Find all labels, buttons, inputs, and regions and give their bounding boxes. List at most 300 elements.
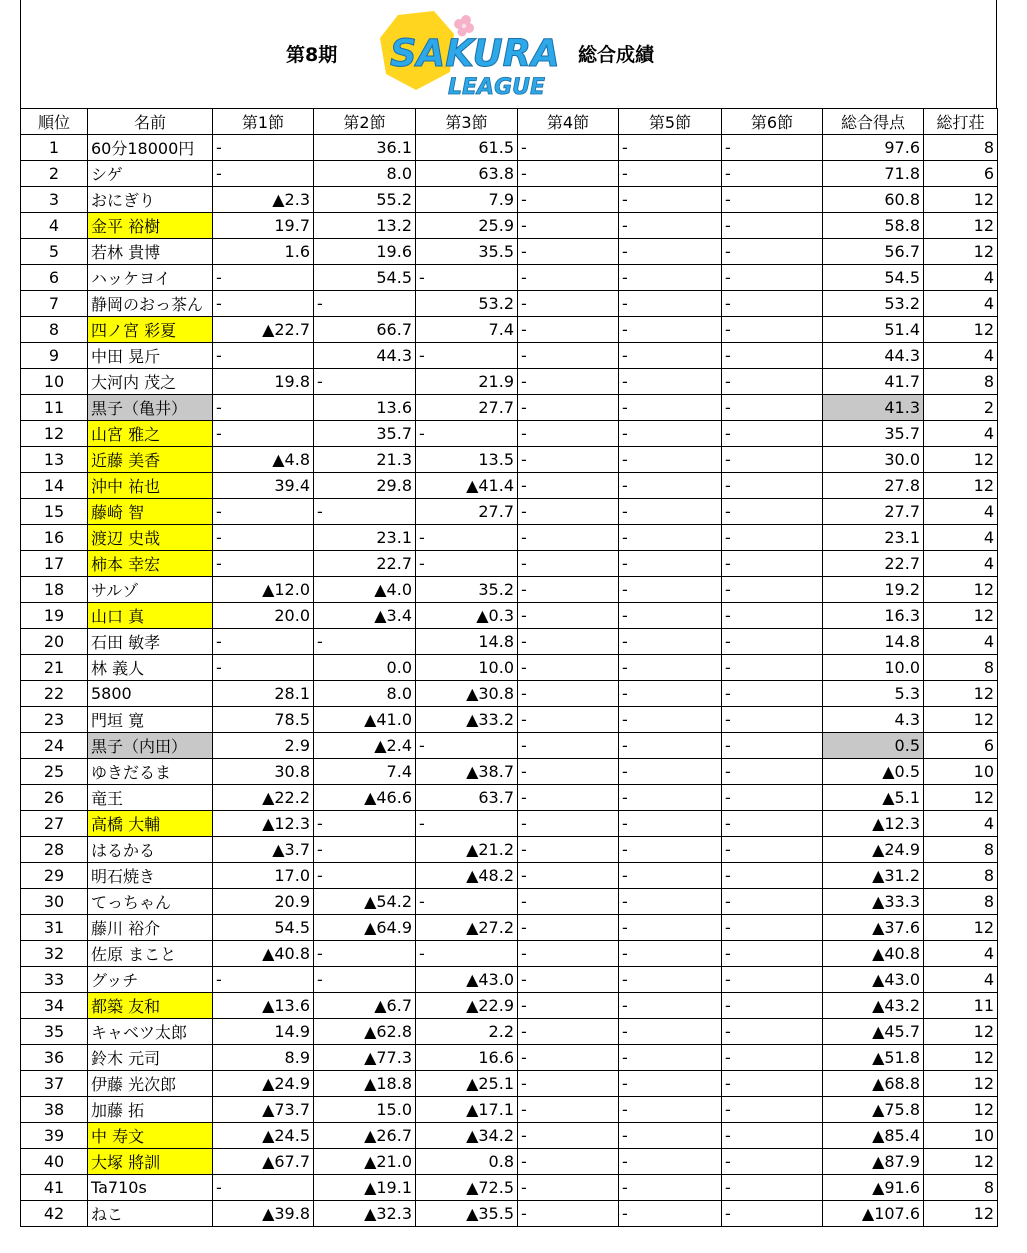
cell-session-4: - [518, 863, 619, 889]
cell-total-score: 4.3 [823, 707, 924, 733]
cell-rank: 33 [21, 967, 88, 993]
cell-session-2: ▲18.8 [314, 1071, 416, 1097]
cell-session-4: - [518, 343, 619, 369]
cell-session-6: - [722, 1149, 823, 1175]
cell-session-6: - [722, 681, 823, 707]
cell-session-5: - [619, 993, 722, 1019]
cell-session-2: ▲19.1 [314, 1175, 416, 1201]
cell-session-5: - [619, 603, 722, 629]
cell-session-2: ▲21.0 [314, 1149, 416, 1175]
cell-total-score: 44.3 [823, 343, 924, 369]
cell-rank: 29 [21, 863, 88, 889]
cell-session-6: - [722, 759, 823, 785]
cell-session-2: 55.2 [314, 187, 416, 213]
cell-session-4: - [518, 915, 619, 941]
cell-session-3: - [416, 889, 518, 915]
cell-session-3: 35.2 [416, 577, 518, 603]
cell-session-4: - [518, 291, 619, 317]
cell-session-3: - [416, 811, 518, 837]
cell-total-games: 4 [924, 629, 998, 655]
cell-total-score: ▲45.7 [823, 1019, 924, 1045]
cell-total-score: 0.5 [823, 733, 924, 759]
cell-name: キャベツ太郎 [88, 1019, 213, 1045]
cell-session-3: 7.9 [416, 187, 518, 213]
cell-name: ゆきだるま [88, 759, 213, 785]
col-header-total-games: 総打荘 [924, 109, 998, 135]
cell-session-6: - [722, 473, 823, 499]
cell-session-2: 23.1 [314, 525, 416, 551]
cell-rank: 31 [21, 915, 88, 941]
cell-session-6: - [722, 135, 823, 161]
cell-session-1: 39.4 [213, 473, 314, 499]
cell-session-6: - [722, 551, 823, 577]
cell-name: はるかる [88, 837, 213, 863]
cell-session-4: - [518, 213, 619, 239]
cell-total-score: ▲37.6 [823, 915, 924, 941]
cell-session-4: - [518, 395, 619, 421]
cell-session-4: - [518, 265, 619, 291]
cell-name: 藤川 裕介 [88, 915, 213, 941]
cell-session-4: - [518, 1071, 619, 1097]
cell-session-2: ▲64.9 [314, 915, 416, 941]
cell-session-4: - [518, 369, 619, 395]
cell-total-games: 6 [924, 161, 998, 187]
cell-session-2: 13.2 [314, 213, 416, 239]
table-row [21, 135, 998, 161]
cell-rank: 8 [21, 317, 88, 343]
col-header-session-3: 第3節 [416, 109, 518, 135]
cell-total-games: 4 [924, 811, 998, 837]
cell-session-6: - [722, 603, 823, 629]
cell-total-games: 4 [924, 499, 998, 525]
table-row [21, 1123, 998, 1149]
cell-session-6: - [722, 499, 823, 525]
cell-rank: 28 [21, 837, 88, 863]
cell-name: 伊藤 光次郎 [88, 1071, 213, 1097]
cell-session-2: ▲2.4 [314, 733, 416, 759]
cell-session-4: - [518, 1097, 619, 1123]
table-row [21, 629, 998, 655]
cell-session-1: 28.1 [213, 681, 314, 707]
cell-rank: 4 [21, 213, 88, 239]
table-row [21, 499, 998, 525]
summary-title: 総合成績 [578, 44, 655, 66]
cell-session-6: - [722, 1175, 823, 1201]
cell-session-2: - [314, 499, 416, 525]
cell-name: 都築 友和 [88, 993, 213, 1019]
cell-session-5: - [619, 1071, 722, 1097]
cell-session-3: 27.7 [416, 499, 518, 525]
cell-session-2: 29.8 [314, 473, 416, 499]
cell-total-games: 12 [924, 1019, 998, 1045]
cell-total-games: 8 [924, 837, 998, 863]
cell-session-6: - [722, 187, 823, 213]
cell-name: Ta710s [88, 1175, 213, 1201]
cell-session-4: - [518, 577, 619, 603]
cell-session-4: - [518, 655, 619, 681]
cell-total-score: 10.0 [823, 655, 924, 681]
cell-session-5: - [619, 941, 722, 967]
cell-total-score: ▲43.2 [823, 993, 924, 1019]
cell-session-1: 20.0 [213, 603, 314, 629]
cell-total-games: 12 [924, 317, 998, 343]
cell-session-5: - [619, 915, 722, 941]
cell-session-2: ▲32.3 [314, 1201, 416, 1227]
cell-session-2: ▲46.6 [314, 785, 416, 811]
cell-session-2: 22.7 [314, 551, 416, 577]
cell-total-games: 12 [924, 1149, 998, 1175]
cell-session-6: - [722, 317, 823, 343]
cell-total-games: 12 [924, 785, 998, 811]
table-row [21, 1019, 998, 1045]
cell-session-4: - [518, 785, 619, 811]
cell-session-3: 61.5 [416, 135, 518, 161]
cell-session-4: - [518, 447, 619, 473]
cell-total-score: 51.4 [823, 317, 924, 343]
cell-session-1: ▲12.0 [213, 577, 314, 603]
cell-session-5: - [619, 525, 722, 551]
cell-session-5: - [619, 369, 722, 395]
cell-rank: 39 [21, 1123, 88, 1149]
table-row [21, 785, 998, 811]
cell-session-3: 25.9 [416, 213, 518, 239]
cell-session-4: - [518, 187, 619, 213]
cell-total-games: 8 [924, 655, 998, 681]
table-row [21, 447, 998, 473]
cell-total-score: 56.7 [823, 239, 924, 265]
cell-total-score: ▲43.0 [823, 967, 924, 993]
cell-session-4: - [518, 811, 619, 837]
cell-rank: 30 [21, 889, 88, 915]
cell-session-6: - [722, 577, 823, 603]
cell-session-3: 0.8 [416, 1149, 518, 1175]
header-row [21, 109, 998, 135]
standings-table [20, 108, 998, 1227]
cell-rank: 5 [21, 239, 88, 265]
cell-session-4: - [518, 1045, 619, 1071]
table-row [21, 343, 998, 369]
cell-session-3: 13.5 [416, 447, 518, 473]
cell-session-6: - [722, 655, 823, 681]
cell-session-2: 13.6 [314, 395, 416, 421]
cell-session-1: - [213, 525, 314, 551]
cell-rank: 34 [21, 993, 88, 1019]
cell-total-score: 35.7 [823, 421, 924, 447]
cell-session-6: - [722, 993, 823, 1019]
cell-total-games: 4 [924, 551, 998, 577]
cell-session-5: - [619, 421, 722, 447]
cell-total-score: ▲68.8 [823, 1071, 924, 1097]
cell-total-score: 14.8 [823, 629, 924, 655]
cell-total-score: ▲107.6 [823, 1201, 924, 1227]
cell-rank: 20 [21, 629, 88, 655]
cell-name: 石田 敏孝 [88, 629, 213, 655]
cell-session-1: 54.5 [213, 915, 314, 941]
cell-session-5: - [619, 1097, 722, 1123]
cell-name: 林 義人 [88, 655, 213, 681]
cell-name: 鈴木 元司 [88, 1045, 213, 1071]
cell-rank: 13 [21, 447, 88, 473]
cell-session-6: - [722, 239, 823, 265]
cell-session-3: ▲27.2 [416, 915, 518, 941]
cell-session-3: ▲41.4 [416, 473, 518, 499]
cell-session-4: - [518, 135, 619, 161]
cell-session-3: ▲0.3 [416, 603, 518, 629]
cell-session-6: - [722, 1123, 823, 1149]
table-row [21, 915, 998, 941]
cell-session-5: - [619, 473, 722, 499]
table-row [21, 525, 998, 551]
cell-session-1: - [213, 967, 314, 993]
cell-total-games: 8 [924, 369, 998, 395]
cell-name: サルゾ [88, 577, 213, 603]
standings-sheet [20, 0, 997, 1227]
cell-session-5: - [619, 499, 722, 525]
cell-name: 黒子（内田） [88, 733, 213, 759]
table-row [21, 473, 998, 499]
cell-session-6: - [722, 1201, 823, 1227]
cell-session-3: - [416, 265, 518, 291]
cell-total-games: 12 [924, 239, 998, 265]
cell-session-2: 44.3 [314, 343, 416, 369]
cell-total-games: 4 [924, 941, 998, 967]
cell-name: 60分18000円 [88, 135, 213, 161]
cell-session-1: - [213, 343, 314, 369]
cell-session-3: ▲21.2 [416, 837, 518, 863]
cell-session-2: ▲62.8 [314, 1019, 416, 1045]
cell-total-games: 12 [924, 187, 998, 213]
cell-session-6: - [722, 343, 823, 369]
table-row [21, 213, 998, 239]
cell-session-3: 10.0 [416, 655, 518, 681]
cell-session-5: - [619, 863, 722, 889]
cell-total-games: 2 [924, 395, 998, 421]
cell-rank: 10 [21, 369, 88, 395]
cell-session-5: - [619, 1019, 722, 1045]
cell-total-score: ▲87.9 [823, 1149, 924, 1175]
table-row [21, 863, 998, 889]
cell-rank: 11 [21, 395, 88, 421]
cell-name: 大河内 茂之 [88, 369, 213, 395]
title-banner [20, 0, 997, 108]
cell-total-score: ▲85.4 [823, 1123, 924, 1149]
cell-session-4: - [518, 629, 619, 655]
table-row [21, 941, 998, 967]
cell-rank: 38 [21, 1097, 88, 1123]
table-row [21, 1097, 998, 1123]
cell-session-6: - [722, 291, 823, 317]
cell-session-3: 63.8 [416, 161, 518, 187]
table-row [21, 551, 998, 577]
logo-main-text: SAKURA [390, 32, 560, 75]
cell-session-5: - [619, 733, 722, 759]
cell-rank: 2 [21, 161, 88, 187]
cell-total-score: ▲31.2 [823, 863, 924, 889]
cell-total-games: 8 [924, 863, 998, 889]
logo-sub-text: LEAGUE [448, 75, 546, 100]
cell-session-1: ▲40.8 [213, 941, 314, 967]
cell-session-4: - [518, 317, 619, 343]
cell-session-6: - [722, 941, 823, 967]
cell-rank: 15 [21, 499, 88, 525]
cell-name: 門垣 寛 [88, 707, 213, 733]
cell-session-2: ▲4.0 [314, 577, 416, 603]
cell-session-1: 14.9 [213, 1019, 314, 1045]
cell-session-6: - [722, 1097, 823, 1123]
cell-session-2: 8.0 [314, 161, 416, 187]
cell-session-1: - [213, 265, 314, 291]
cell-session-5: - [619, 343, 722, 369]
cell-name: 中田 晃斤 [88, 343, 213, 369]
cell-total-score: 60.8 [823, 187, 924, 213]
cell-total-games: 12 [924, 1071, 998, 1097]
cell-session-3: - [416, 941, 518, 967]
cell-total-games: 4 [924, 525, 998, 551]
cell-session-3: - [416, 525, 518, 551]
cell-name: 沖中 祐也 [88, 473, 213, 499]
table-row [21, 317, 998, 343]
cell-session-6: - [722, 525, 823, 551]
cell-session-5: - [619, 551, 722, 577]
cell-session-6: - [722, 1071, 823, 1097]
cell-session-4: - [518, 603, 619, 629]
cell-total-score: 58.8 [823, 213, 924, 239]
cell-session-1: - [213, 1175, 314, 1201]
cell-session-6: - [722, 863, 823, 889]
cell-session-1: ▲24.9 [213, 1071, 314, 1097]
cell-rank: 40 [21, 1149, 88, 1175]
cell-session-4: - [518, 525, 619, 551]
cell-session-3: 35.5 [416, 239, 518, 265]
cell-session-1: 8.9 [213, 1045, 314, 1071]
cell-session-6: - [722, 811, 823, 837]
cell-session-6: - [722, 447, 823, 473]
table-row [21, 1201, 998, 1227]
table-row [21, 967, 998, 993]
table-row [21, 707, 998, 733]
cell-session-5: - [619, 265, 722, 291]
col-header-rank: 順位 [21, 109, 88, 135]
cell-session-5: - [619, 837, 722, 863]
cell-rank: 23 [21, 707, 88, 733]
cell-rank: 26 [21, 785, 88, 811]
cell-name: グッチ [88, 967, 213, 993]
cell-session-2: 35.7 [314, 421, 416, 447]
cell-total-games: 11 [924, 993, 998, 1019]
cell-total-games: 12 [924, 915, 998, 941]
col-header-session-5: 第5節 [619, 109, 722, 135]
cell-session-5: - [619, 317, 722, 343]
cell-session-5: - [619, 577, 722, 603]
cell-session-3: - [416, 343, 518, 369]
cell-name: シゲ [88, 161, 213, 187]
cell-rank: 14 [21, 473, 88, 499]
cell-session-5: - [619, 239, 722, 265]
cell-rank: 41 [21, 1175, 88, 1201]
cell-session-1: - [213, 395, 314, 421]
col-header-name: 名前 [88, 109, 213, 135]
cell-session-1: - [213, 499, 314, 525]
table-row [21, 1045, 998, 1071]
cell-session-1: ▲22.2 [213, 785, 314, 811]
cell-total-score: ▲24.9 [823, 837, 924, 863]
col-header-session-2: 第2節 [314, 109, 416, 135]
cell-session-3: ▲33.2 [416, 707, 518, 733]
cell-session-1: ▲67.7 [213, 1149, 314, 1175]
cell-session-2: ▲3.4 [314, 603, 416, 629]
cell-session-6: - [722, 837, 823, 863]
cell-session-5: - [619, 629, 722, 655]
cell-total-score: 54.5 [823, 265, 924, 291]
cell-session-3: 2.2 [416, 1019, 518, 1045]
cell-rank: 19 [21, 603, 88, 629]
cell-session-5: - [619, 889, 722, 915]
cell-session-5: - [619, 967, 722, 993]
cell-session-1: - [213, 135, 314, 161]
cell-session-5: - [619, 161, 722, 187]
cell-session-5: - [619, 785, 722, 811]
cell-session-2: 66.7 [314, 317, 416, 343]
cell-session-3: ▲34.2 [416, 1123, 518, 1149]
cell-session-6: - [722, 733, 823, 759]
cell-session-4: - [518, 967, 619, 993]
cell-total-games: 8 [924, 1175, 998, 1201]
table-row [21, 291, 998, 317]
cell-session-1: 1.6 [213, 239, 314, 265]
cell-total-games: 12 [924, 447, 998, 473]
cell-name: 山宮 雅之 [88, 421, 213, 447]
cell-session-2: 21.3 [314, 447, 416, 473]
cell-total-games: 4 [924, 265, 998, 291]
cell-session-5: - [619, 1149, 722, 1175]
cell-total-score: ▲51.8 [823, 1045, 924, 1071]
cell-session-6: - [722, 369, 823, 395]
cell-name: 高橋 大輔 [88, 811, 213, 837]
cell-session-3: 63.7 [416, 785, 518, 811]
cell-name: 山口 真 [88, 603, 213, 629]
cell-session-4: - [518, 1175, 619, 1201]
cell-session-3: ▲22.9 [416, 993, 518, 1019]
cell-rank: 24 [21, 733, 88, 759]
cell-session-1: - [213, 291, 314, 317]
cell-total-score: 22.7 [823, 551, 924, 577]
cell-name: 金平 裕樹 [88, 213, 213, 239]
cell-total-score: 16.3 [823, 603, 924, 629]
cell-total-games: 12 [924, 707, 998, 733]
cell-name: 近藤 美香 [88, 447, 213, 473]
cell-total-games: 10 [924, 1123, 998, 1149]
cell-session-1: ▲12.3 [213, 811, 314, 837]
cell-total-score: 53.2 [823, 291, 924, 317]
table-row [21, 759, 998, 785]
col-header-total-score: 総合得点 [823, 109, 924, 135]
cell-session-1: 2.9 [213, 733, 314, 759]
cell-total-games: 4 [924, 421, 998, 447]
cell-session-3: 27.7 [416, 395, 518, 421]
cell-session-3: ▲17.1 [416, 1097, 518, 1123]
cell-session-6: - [722, 629, 823, 655]
cell-name: 四ノ宮 彩夏 [88, 317, 213, 343]
cell-session-2: ▲77.3 [314, 1045, 416, 1071]
cell-session-5: - [619, 1201, 722, 1227]
cell-session-1: 20.9 [213, 889, 314, 915]
cell-session-4: - [518, 993, 619, 1019]
cell-session-6: - [722, 707, 823, 733]
cell-name: 大塚 將訓 [88, 1149, 213, 1175]
cell-session-4: - [518, 239, 619, 265]
cell-rank: 32 [21, 941, 88, 967]
cell-name: 黒子（亀井） [88, 395, 213, 421]
